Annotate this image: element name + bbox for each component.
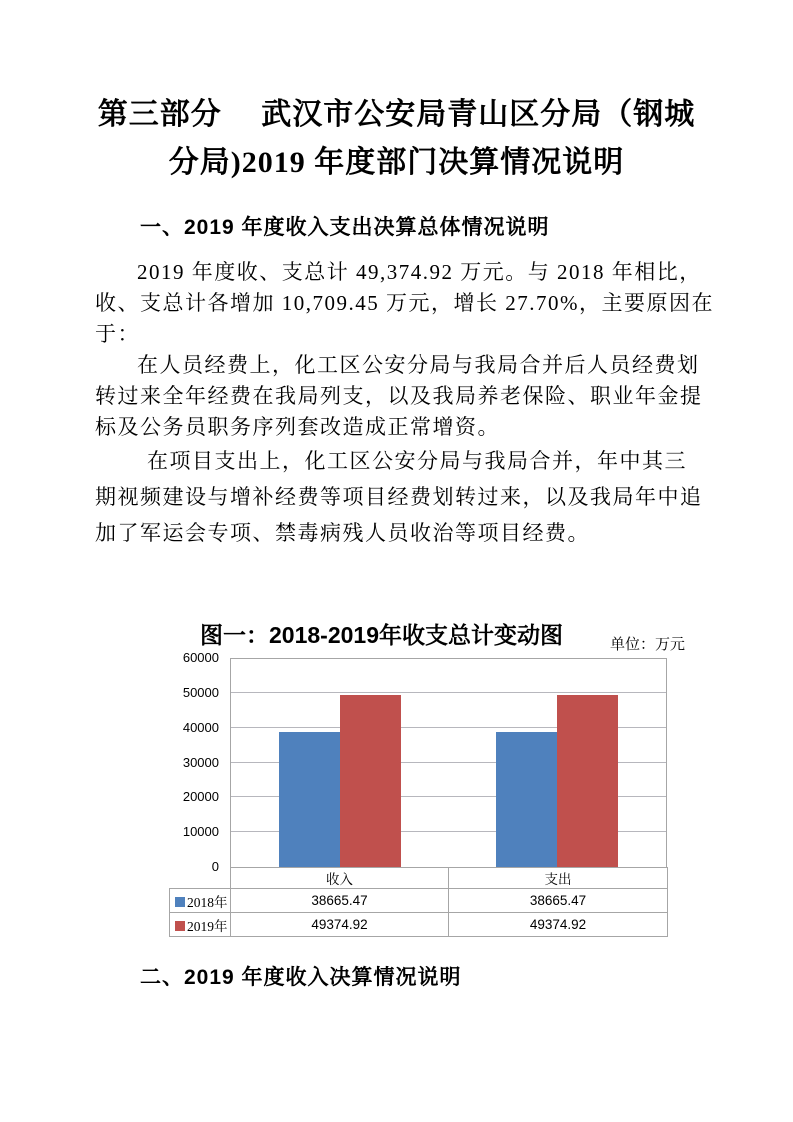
- y-tick-label: 40000: [182, 719, 219, 735]
- paragraph-2-line-2: 转过来全年经费在我局列支，以及我局养老保险、职业年金提: [95, 384, 703, 408]
- legend-label-2019: 2019年: [187, 918, 228, 934]
- legend-cell-2019: [170, 913, 231, 937]
- document-title: [60, 91, 733, 187]
- legend-swatch-2018: [175, 897, 185, 907]
- document-title-line1: 第三部分 武汉市公安局青山区分局（钢城: [97, 98, 696, 131]
- paragraph-1-line-1: 2019 年度收、支总计 49,374.92 万元。与 2018 年相比，: [137, 260, 702, 284]
- bar-2018年-支出: [496, 732, 557, 867]
- section-heading-1: 一、2019 年度收入支出决算总体情况说明: [140, 216, 550, 239]
- paragraph-3-line-3: 加了军运会专项、禁毒病残人员收治等项目经费。: [95, 521, 590, 545]
- body-text: [95, 257, 714, 551]
- document-title-line2: 分局)2019 年度部门决算情况说明: [168, 146, 625, 179]
- paragraph-1: [95, 257, 714, 350]
- paragraph-1-line-2: 收、支总计各增加 10,709.45 万元，增长 27.70%，主要原因在: [95, 291, 714, 315]
- paragraph-2: [95, 350, 707, 443]
- y-tick-label: 10000: [182, 824, 219, 840]
- y-tick-label: 30000: [182, 754, 219, 770]
- legend-cell-2018: [170, 889, 231, 913]
- gridline: [231, 692, 666, 693]
- data-table-header-row: [170, 868, 668, 889]
- bar-2019年-收入: [340, 695, 401, 867]
- legend-label-2018: 2018年: [187, 894, 228, 910]
- value-2019-income: 49374.92: [231, 913, 449, 937]
- chart-title: 图一：2018-2019年收支总计变动图: [200, 622, 563, 648]
- paragraph-1-line-3: 于：: [95, 322, 140, 346]
- value-2019-expenditure: 49374.92: [449, 913, 668, 937]
- y-tick-label: 20000: [182, 789, 219, 805]
- section-heading-2: 二、2019 年度收入决算情况说明: [140, 966, 462, 989]
- paragraph-3: [95, 443, 707, 551]
- data-table-row-2019: [170, 913, 668, 937]
- data-table-row-2018: [170, 889, 668, 913]
- bar-2018年-收入: [279, 732, 340, 867]
- data-table-corner: [170, 868, 231, 889]
- y-tick-label: 0: [211, 859, 219, 874]
- y-axis: [169, 650, 219, 874]
- paragraph-3-line-2: 期视频建设与增补经费等项目经费划转过来，以及我局年中追: [95, 485, 703, 509]
- category-header-income: 收入: [231, 868, 449, 889]
- bar-group-income: [231, 659, 449, 867]
- chart-unit-label: 单位：万元: [610, 637, 686, 653]
- bar-chart: [169, 650, 667, 936]
- value-2018-income: 38665.47: [231, 889, 449, 913]
- chart-plot: [230, 658, 667, 867]
- y-tick-label: 50000: [182, 684, 219, 700]
- paragraph-2-line-3: 标及公务员职务序列套改造成正常增资。: [95, 415, 500, 439]
- bar-2019年-支出: [557, 695, 618, 867]
- paragraph-3-line-1: 在项目支出上，化工区公安分局与我局合并，年中其三: [147, 449, 687, 473]
- paragraph-2-line-1: 在人员经费上，化工区公安分局与我局合并后人员经费划: [137, 353, 700, 377]
- y-tick-label: 60000: [182, 650, 219, 665]
- value-2018-expenditure: 38665.47: [449, 889, 668, 913]
- legend-swatch-2019: [175, 921, 185, 931]
- chart-data-table: [169, 867, 668, 937]
- category-header-expenditure: 支出: [449, 868, 668, 889]
- bar-group-expenditure: [449, 659, 667, 867]
